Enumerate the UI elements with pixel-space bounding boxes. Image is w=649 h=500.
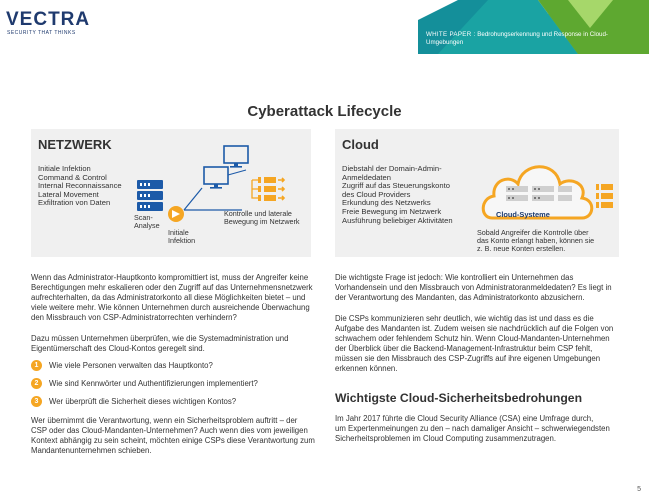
cloud-item: Freie Bewegung im Netzwerk bbox=[342, 206, 442, 216]
page-number: 5 bbox=[637, 486, 641, 493]
cloud-orange-bars-icon bbox=[596, 184, 613, 208]
right-paragraph-3: Im Jahr 2017 führte die Cloud Security Alliance (CSA) eine Umfrage durch, um Expertenmeinungen zu den – nach damaliger Ansicht – schwerwiegendsten Sicherheitsproblemen im Cloud Computing zusammenzutragen. bbox=[335, 414, 610, 444]
question-item: Wer überprüft die Sicherheit dieses wichtigen Kontos? bbox=[49, 397, 237, 406]
diagram-title: Cyberattack Lifecycle bbox=[247, 103, 402, 120]
cloud-item: Ausführung beliebiger Aktivitäten bbox=[342, 215, 453, 225]
doc-subtitle: Bedrohungserkennung und Response in Cloud-Umgebungen bbox=[426, 31, 608, 46]
question-item: Wie sind Kennwörter und Authentifizierungen implementiert? bbox=[49, 379, 258, 388]
scan-label: Scan- Analyse bbox=[134, 213, 160, 231]
right-paragraph-1: Die wichtigste Frage ist jedoch: Wie kontrolliert ein Unternehmen das Vorhandensein und den Missbrauch von Administratoranmeldedaten? Es liegt in der Verantwortung des Mandanten, das Administratorkonto abzusichern. bbox=[335, 273, 612, 303]
netzwerk-diagram bbox=[130, 140, 310, 250]
cloud-item: Diebstahl der Domain-Admin- bbox=[342, 164, 442, 173]
cloud-item: Anmeldedaten bbox=[342, 172, 391, 182]
netzwerk-item: Internal Reconnaissance bbox=[38, 181, 122, 191]
question-item: Wie viele Personen verwalten das Hauptkonto? bbox=[49, 361, 213, 370]
netzwerk-heading: NETZWERK bbox=[38, 137, 112, 152]
doc-type: WHITE PAPER : bbox=[426, 31, 476, 38]
section-heading: Wichtigste Cloud-Sicherheitsbedrohungen bbox=[335, 391, 583, 405]
netzwerk-list bbox=[38, 165, 122, 208]
vectra-logo: VECTRA bbox=[6, 9, 91, 30]
right-paragraph-2: Die CSPs kommunizieren sehr deutlich, wie wichtig das ist und dass es die Aufgabe des Mandanten ist. Zudem weisen sie nachdrücklich auf die Folgen von schwachem oder fehlendem Schutz hin. Wenn Cloud-Mandanten-Unternehmen der Überblick über die Backend-Management-Infrastruktur beim CSP fehlt, müssen sie den Missbrauch des CSP-Zugriffs auf ihre eigenen Umgebungen erkennen können. bbox=[335, 314, 614, 374]
control-label: Kontrolle und laterale Bewegung im Netzwerk bbox=[224, 209, 300, 227]
doc-header-label bbox=[426, 31, 626, 46]
netzwerk-item: Exfiltration von Daten bbox=[38, 198, 111, 208]
question-number-badge: 3 bbox=[31, 396, 42, 407]
monitor-icon bbox=[204, 167, 228, 189]
question-number-badge: 1 bbox=[31, 360, 42, 371]
cloud-systems-label: Cloud-Systeme bbox=[496, 210, 550, 219]
orange-arrows-icon bbox=[278, 178, 284, 200]
netzwerk-item: Initiale Infektion bbox=[38, 164, 91, 173]
cloud-item: Zugriff auf das Steuerungskonto bbox=[342, 181, 450, 191]
initial-infection-label: Initiale Infektion bbox=[168, 228, 196, 246]
left-paragraph-3: Wer übernimmt die Verantwortung, wenn ein Sicherheitsproblem auftritt – der CSP oder das Cloud-Mandanten-Unternehmen? Auch wenn dies vom jeweiligen Kontext abhängig zu sein scheint, möchten einige CSPs diese Verantwortung zum Mandantenunternehmen schieben. bbox=[31, 416, 315, 456]
netzwerk-item: Lateral Movement bbox=[38, 189, 99, 199]
orange-arrow-circle-icon bbox=[168, 206, 184, 222]
netzwerk-item: Command & Control bbox=[38, 172, 107, 182]
logo-tagline: SECURITY THAT THINKS bbox=[7, 30, 76, 36]
cloud-note: Sobald Angreifer die Kontrolle über das Konto erlangt haben, können sie z. B. neue Konten erstellen. bbox=[477, 228, 595, 254]
cloud-item: des Cloud Providers bbox=[342, 189, 411, 199]
cloud-item: Erkundung des Netzwerks bbox=[342, 198, 431, 208]
left-paragraph-2: Dazu müssen Unternehmen überprüfen, wie die Systemadministration und Eigentümerschaft des Cloud-Kontos geregelt sind. bbox=[31, 334, 289, 354]
cloud-list bbox=[342, 165, 453, 225]
monitor-icon bbox=[224, 146, 248, 168]
left-paragraph-1: Wenn das Administrator-Hauptkonto kompromittiert ist, muss der Angreifer keine Berechtigungen mehr eskalieren oder den Zugriff auf das Unternehmensnetzwerk aufrechterhalten, da das Administratorkonto all diese Möglichkeiten bietet – und viele weitere mehr. Wie können Unternehmen durch ausreichende Überwachung den Missbrauch von CSP-Administratorrechten verhindern? bbox=[31, 273, 313, 323]
exfiltration-arrows-icon bbox=[252, 180, 258, 198]
server-stack-icon bbox=[137, 180, 163, 211]
cloud-heading: Cloud bbox=[342, 137, 379, 152]
question-number-badge: 2 bbox=[31, 378, 42, 389]
